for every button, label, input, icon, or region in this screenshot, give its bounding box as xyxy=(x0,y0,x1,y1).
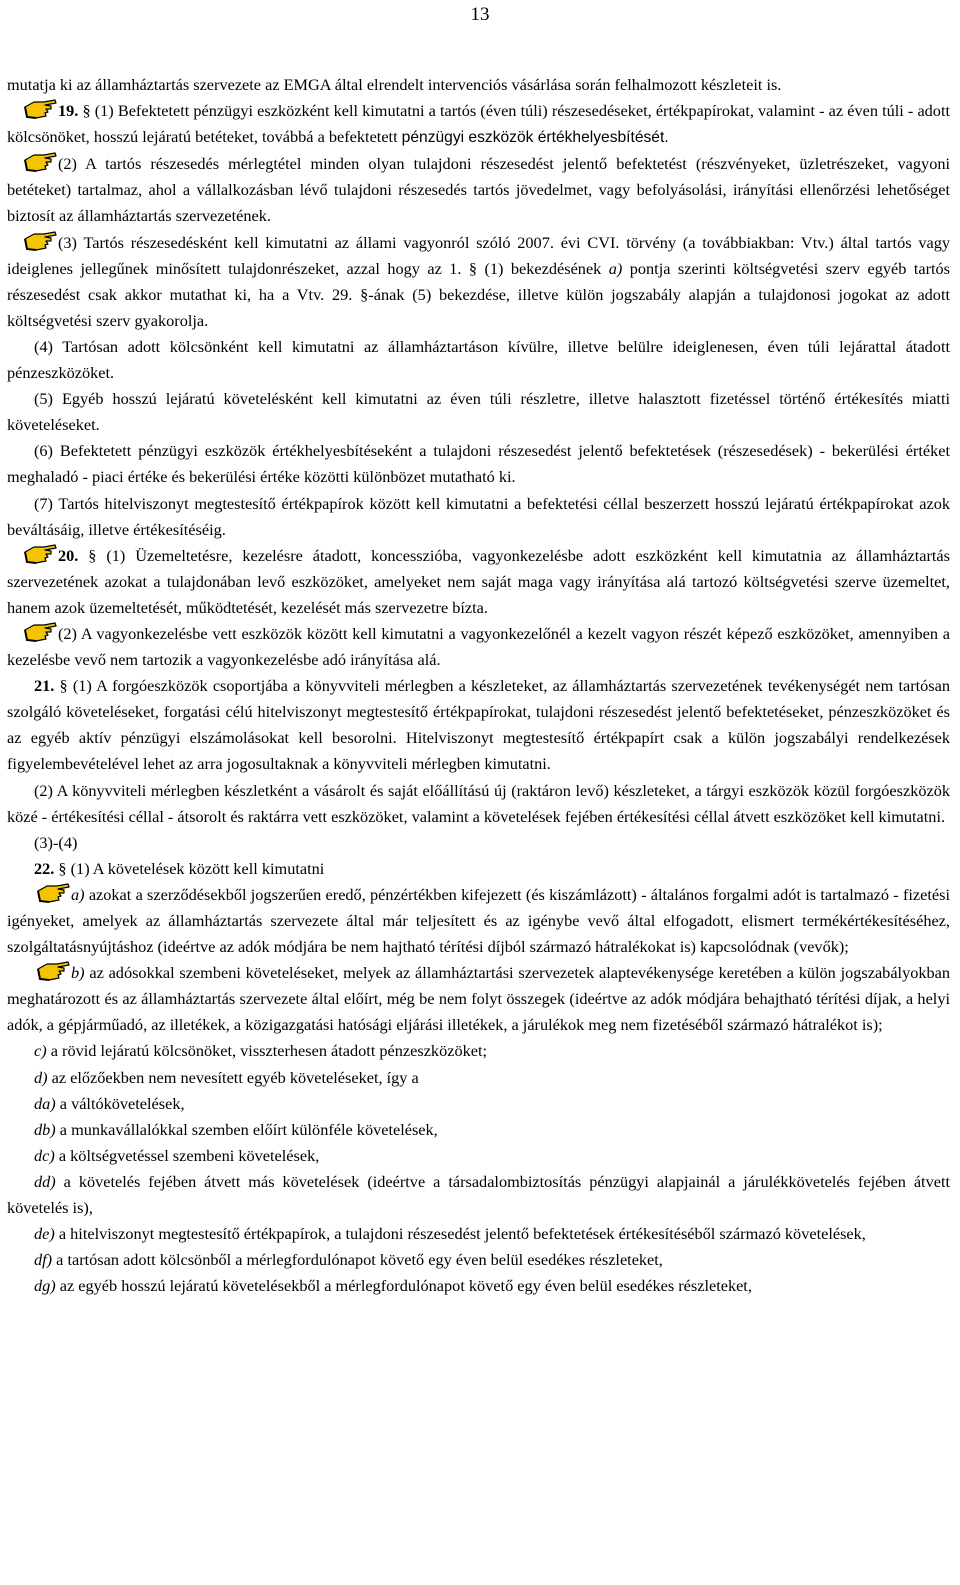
list-label-b: b) xyxy=(71,963,85,983)
list-label-dd: dd) xyxy=(34,1171,56,1191)
section-number-21: 21. xyxy=(34,676,55,696)
section-19-text-b: pénzügyi eszközök értékhelyesbítését. xyxy=(401,129,669,147)
section-number-20: 20. xyxy=(58,545,79,565)
list-item-db xyxy=(7,1117,950,1143)
section-number-22: 22. xyxy=(34,858,55,878)
list-item-da xyxy=(7,1091,950,1117)
section-19-para-5: (5) Egyéb hosszú lejáratú követelésként kell kimutatni az éven túli részletre, illetve halasztott fizetéssel történő értékesítés miatti követeléseket. xyxy=(7,389,950,435)
list-text-d: az előzőekben nem nevesített egyéb követeléseket, így a xyxy=(47,1067,419,1087)
section-20-para-1-text: § (1) Üzemeltetésre, kezelésre átadott, koncesszióba, vagyonkezelésbe adott eszközként kell kimutatnia az államháztartás szervezetének azokat a tulajdonában levő eszközöket, amelyeket nem saját maga vagy irányítása alá tartozó költségvetési szerve üzemeltet, hanem azok üzemeltetését, működtetését, kezelését más szervezetre bízta. xyxy=(7,545,950,617)
list-text-dc: a költségvetéssel szembeni követelések, xyxy=(54,1145,320,1165)
document-body xyxy=(7,72,950,1299)
list-label-df: df) xyxy=(34,1250,53,1270)
list-item-dg xyxy=(7,1273,950,1299)
section-22-para-1-text: § (1) A követelések között kell kimutatni xyxy=(54,858,325,878)
list-label-de: de) xyxy=(34,1224,55,1244)
pointing-hand-icon[interactable] xyxy=(24,543,57,564)
section-19-para-3-text-b: pontja szerinti költségvetési szerv egyéb tartós részesedést csak akkor mutathat ki, ha a Vtv. 29. §-ának (5) bekezdése, illetve külön jogszabály alapján a tulajdonosi jogokat az adott költségvetési szerv gyakorolja. xyxy=(7,258,950,330)
section-20-para-2 xyxy=(7,621,950,673)
list-item-dc xyxy=(7,1143,950,1169)
list-item-d xyxy=(7,1065,950,1091)
list-text-de: a hitelviszonyt megtestesítő értékpapírok, a tulajdoni részesedést jelentő befektetések értékesítéséből származó követelések, xyxy=(54,1224,866,1244)
list-text-b: az adósokkal szembeni követeléseket, melyek az államháztartási szervezetek alaptevékenysége keretében a külön jogszabályokban meghatározott és az államháztartás szervezete által előírt, még be nem folyt összegek (ideértve az adók módjára behajtható térítési díjak, a helyi adók, a gépjárműadó, az illetékek, a közigazgatási hatósági eljárási illetékek, a járulékok meg nem fizetéséből származó hátralékot is); xyxy=(7,963,950,1035)
list-text-c: a rövid lejáratú kölcsönöket, visszterhesen átadott pénzeszközöket; xyxy=(46,1041,487,1061)
section-21-para-1-text: § (1) A forgóeszközök csoportjába a könyvviteli mérlegben a készleteket, az államháztartás szervezetének tevékenységét nem tartósan szolgáló követeléseket, forgatási célú hitelviszonyt megtestesítő értékpapírokat, tulajdoni részesedést jelentő befektetéseket, pénzeszközöket és az egyéb aktív pénzügyi elszámolásokat kell besorolni. Hitelviszonyt megtestesítő értékpapírt csak a külön jogszabályi rendelkezések figyelembevételével lehet az arra jogosultaknak a könyvviteli mérlegben kimutatni. xyxy=(7,676,950,774)
pointing-hand-icon[interactable] xyxy=(24,98,57,119)
section-22-para-1 xyxy=(7,856,950,882)
list-text-dd: a követelés fejében átvett más követelések (ideértve a társadalombiztosítás pénzügyi alapjainál a járulékkövetelés fejében átvett követelés is), xyxy=(7,1171,950,1218)
pointing-hand-icon[interactable] xyxy=(37,960,70,981)
pointing-hand-icon[interactable] xyxy=(24,621,57,642)
section-19-para-3-text-a: (3) Tartós részesedésként kell kimutatni az állami vagyonról szóló 2007. évi CVI. törvény (a továbbiakban: Vtv.) által tartós vagy ideiglenes jellegűnek minősített tulajdonrészeket, azzal hogy az 1. § (1) bekezdésének xyxy=(7,232,950,278)
list-item-dd xyxy=(7,1169,950,1221)
section-21-para-3-4: (3)-(4) xyxy=(34,832,78,852)
list-text-dg: az egyéb hosszú lejáratú követelésekből a mérlegfordulónapot követő egy éven belül esedékes részleteket, xyxy=(55,1276,752,1296)
list-item-b xyxy=(7,960,950,1038)
list-label-a: a) xyxy=(71,884,85,904)
page-number: 13 xyxy=(470,4,490,25)
list-label-dg: dg) xyxy=(34,1276,56,1296)
section-sign: § xyxy=(78,101,95,121)
section-number-19: 19. xyxy=(58,101,79,121)
pointing-hand-icon[interactable] xyxy=(37,882,70,903)
list-label-dc: dc) xyxy=(34,1145,55,1165)
section-19-para-2 xyxy=(7,151,950,229)
list-label-da: da) xyxy=(34,1093,56,1113)
list-label-db: db) xyxy=(34,1119,56,1139)
list-item-c xyxy=(7,1038,950,1064)
pointing-hand-icon[interactable] xyxy=(24,230,57,251)
section-19-para-2-text: (2) A tartós részesedés mérlegtétel minden olyan tulajdoni részesedést jelentő befektetést (részvényeket, üzletrészeket, vagyoni betéteket) tartalmaz, ahol a vállalkozásban lévő tulajdoni részesedés tartós jövedelmet, vagy befolyásolási, irányítási ellenőrzési lehetőséget biztosít az államháztartás szervezetének. xyxy=(7,154,950,226)
section-21-para-1 xyxy=(7,673,950,777)
section-19-para-1 xyxy=(7,98,950,151)
list-item-a xyxy=(7,882,950,960)
section-20-para-1 xyxy=(7,543,950,621)
list-item-df xyxy=(7,1247,950,1273)
section-19-para-3 xyxy=(7,230,950,334)
pointing-hand-icon[interactable] xyxy=(24,151,57,172)
list-text-a: azokat a szerződésekből jogszerűen eredő, pénzértékben kifejezett (és kiszámlázott) - általános forgalmi adót is tartalmazó - fizetési igényeket, amelyek az államháztartás szervezete által már teljesített és az igénybe vevő által elfogadott, elismert termékértékesítéséhez, szolgáltatásnyújtáshoz (ideértve az adók módjára be nem hajtható térítési díjból származó hátralékokat is) kapcsolódnak (vevők); xyxy=(7,884,950,957)
section-19-para-6: (6) Befektetett pénzügyi eszközök értékhelyesbítéseként a tulajdoni részesedést jelentő befektetések (részesedések) - bekerülési értéket meghaladó - piaci értéke és bekerülési értéke közötti különbözet mutatható ki. xyxy=(7,441,950,487)
list-text-db: a munkavállalókkal szemben előírt különféle követelések, xyxy=(55,1119,438,1139)
section-19-para-7: (7) Tartós hitelviszonyt megtestesítő értékpapírok között kell kimutatni a befektetési céllal beszerzett hosszú lejáratú értékpapírokat azok beváltásáig, illetve értékesítéséig. xyxy=(7,493,950,539)
list-item-de xyxy=(7,1221,950,1247)
list-text-da: a váltókövetelések, xyxy=(55,1093,185,1113)
paragraph-intro: mutatja ki az államháztartás szervezete az EMGA által elrendelt intervenciós vásárlása során felhalmozott készleteit is. xyxy=(7,75,782,94)
point-a-ref: a) xyxy=(608,258,623,278)
list-label-c: c) xyxy=(34,1041,47,1061)
list-label-d: d) xyxy=(34,1067,48,1087)
section-19-para-4: (4) Tartósan adott kölcsönként kell kimutatni az államháztartáson kívülre, illetve belülre ideiglenesen, éven túli lejárattal átadott pénzeszközöket. xyxy=(7,336,950,383)
section-21-para-2: (2) A könyvviteli mérlegben készletként a vásárolt és saját előállítású új (raktáron levő) készleteket, a tárgyi eszközök közül forgóeszközök közé - értékesítési céllal - átsorolt és raktárra vett eszközöket, valamint a követelések fejében értékesítési céllal átvett eszközöket kell kimutatni. xyxy=(7,780,950,826)
section-19-text-a: (1) Befektetett pénzügyi eszközként kell kimutatni a tartós (éven túli) részesedéseket, értékpapírokat, valamint - az éven túli - adott kölcsönöket, hosszú lejáratú betéteket, továbbá a befektetett xyxy=(7,101,950,147)
section-20-para-2-text: (2) A vagyonkezelésbe vett eszközök között kell kimutatni a vagyonkezelőnél a kezelt vagyon részét képező eszközöket, amennyiben a kezelésbe vevő nem tartozik a vagyonkezelésbe adó irányítása alá. xyxy=(7,623,950,670)
list-text-df: a tartósan adott kölcsönből a mérlegfordulónapot követő egy éven belül esedékes részleteket, xyxy=(52,1250,663,1270)
